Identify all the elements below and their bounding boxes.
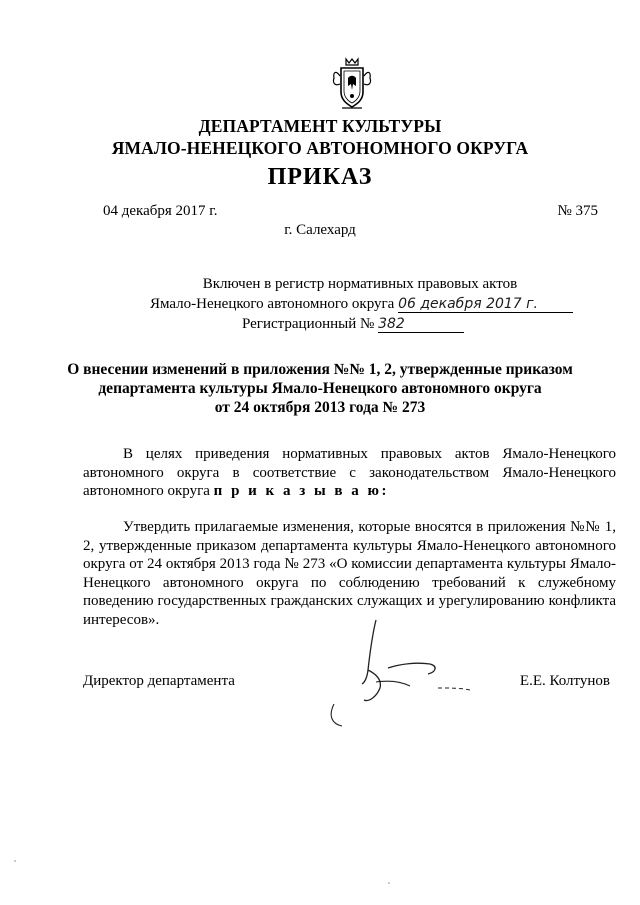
document-date: 04 декабря 2017 г. [103, 203, 218, 219]
registration-line-1: Включен в регистр нормативных правовых актов [202, 276, 518, 292]
document-number: № 375 [557, 203, 598, 219]
order-heading-line-1: О внесении изменений в приложения №№ 1, 2, утвержденные приказом [67, 361, 573, 378]
department-line-1: ДЕПАРТАМЕНТ КУЛЬТУРЫ [198, 116, 442, 136]
registration-line-2 [150, 294, 570, 314]
scan-speck [14, 860, 16, 862]
order-verb: п р и к а з ы в а ю: [213, 483, 389, 499]
handwritten-signature [318, 612, 488, 732]
registration-line-3 [150, 314, 570, 334]
order-paragraph: Утвердить прилагаемые изменения, которые вносятся в приложения №№ 1, 2, утвержденные приказом департамента культуры Ямало-Ненецкого автономного округа от 24 октября 2013 года № 273 «О комиссии департамента культуры Ямало-Ненецкого автономного округа по соблюдению требований к служебному поведению государственных гражданских служащих и урегулированию конфликта интересов». [83, 519, 616, 628]
order-heading [0, 360, 640, 417]
handwritten-registration-date: 06 декабря 2017 г. [398, 296, 573, 313]
preamble-paragraph [83, 445, 616, 501]
registration-block [150, 274, 570, 334]
department-line-2: ЯМАЛО-НЕНЕЦКОГО АВТОНОМНОГО ОКРУГА [111, 138, 529, 158]
department-name [0, 115, 640, 159]
signatory-position: Директор департамента [83, 673, 235, 689]
signatory-name: Е.Е. Колтунов [519, 673, 610, 689]
document-type: ПРИКАЗ [267, 164, 373, 190]
registration-line-2-prefix: Ямало-Ненецкого автономного округа [150, 296, 395, 312]
scan-speck [388, 882, 390, 884]
preamble-text: В целях приведения нормативных правовых актов Ямало-Ненецкого автономного округа в соответствие с законодательством Ямало-Ненецкого автономного округа [83, 446, 616, 499]
registration-line-3-prefix: Регистрационный № [242, 316, 375, 332]
handwritten-registration-number: 382 [378, 316, 464, 333]
order-heading-line-2: департамента культуры Ямало-Ненецкого автономного округа [98, 380, 542, 397]
coat-of-arms-icon [330, 56, 374, 112]
order-heading-line-3: от 24 октября 2013 года № 273 [214, 399, 426, 416]
document-city: г. Салехард [284, 222, 356, 238]
